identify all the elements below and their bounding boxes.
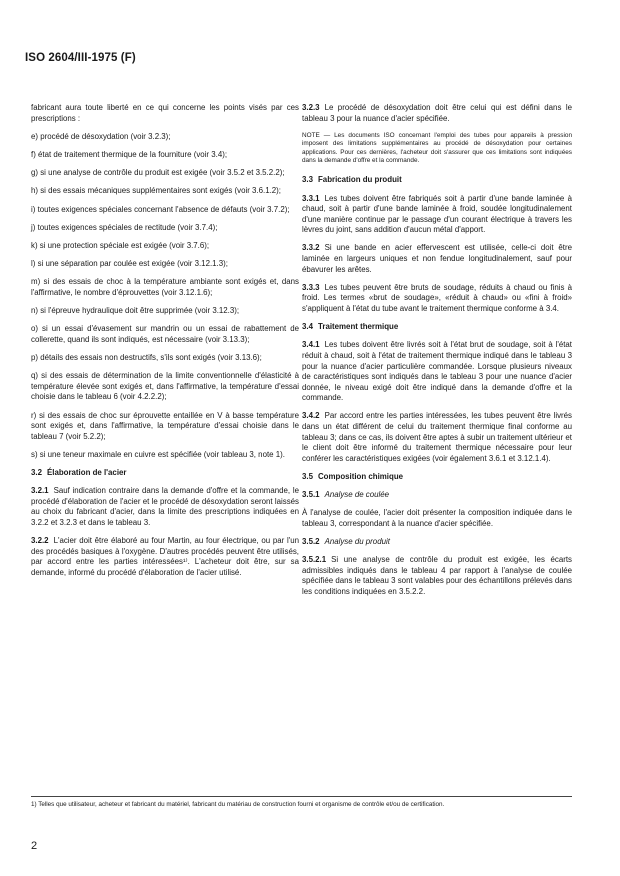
numbered-paragraph — [31, 536, 299, 578]
clause-number: 3.5.2.1 — [302, 555, 327, 565]
numbered-paragraph — [302, 340, 572, 404]
clause-number: 3.2.3 — [302, 103, 320, 112]
heading-text: Élaboration de l'acier — [46, 468, 127, 478]
clause-number: 3.4.1 — [302, 340, 320, 350]
numbered-paragraph — [302, 194, 572, 236]
clause-number: 3.2.1 — [31, 486, 49, 496]
paragraph-text: Si une analyse de contrôle du produit est exigée, les écarts admissibles indiqués dans le tableau 4 par rapport à l'analyse de coulée spécifiée dans le tableau 3 sont valables pour des échantillons prélevés dans les conditions indiquées en 3.5.2.2. — [302, 555, 572, 597]
paragraph-text: Le procédé de désoxydation doit être celui qui est défini dans le tableau 3 pour la nuance d'acier spécifiée. — [302, 103, 572, 123]
paragraph: À l'analyse de coulée, l'acier doit présenter la composition indiquée dans le tableau 3, correspondant à la nuance d'acier spécifiée. — [302, 508, 572, 528]
clause-number: 3.4 — [302, 322, 313, 332]
paragraph: f) état de traitement thermique de la fourniture (voir 3.4); — [31, 149, 228, 159]
clause-number: 3.3.2 — [302, 243, 320, 253]
paragraph-text: Les tubes peuvent être bruts de soudage, réduits à chaud ou finis à froid. Les termes «brut de soudage», «réduit à chaud» ou «fini à froid» s'appliquent à l'état du tube avant le traitement thermique conforme à 3.4. — [302, 282, 572, 314]
subsection-heading — [302, 537, 572, 548]
paragraph: k) si une protection spéciale est exigée (voir 3.7.6); — [31, 240, 210, 250]
paragraph: h) si des essais mécaniques supplémentaires sont exigés (voir 3.6.1.2); — [31, 186, 281, 196]
subsection-heading — [302, 490, 572, 501]
numbered-paragraph — [31, 486, 299, 528]
footnote: 1) Telles que utilisateur, acheteur et fabricant du matériel, fabricant du matériau de construction fourni et organisme de contrôle et/ou de certification. — [31, 801, 445, 808]
numbered-paragraph — [302, 243, 572, 275]
heading-text: Analyse du produit — [324, 537, 390, 547]
left-column — [31, 103, 299, 586]
clause-number: 3.3.3 — [302, 282, 320, 292]
numbered-paragraph — [302, 103, 572, 124]
clause-number: 3.3 — [302, 175, 313, 185]
paragraph-text: Par accord entre les parties intéressées, les tubes peuvent être livrés dans un état différent de celui du traitement thermique final conforme au tableau 3; dans ce cas, ils doivent être aptes à subir un traitement ultérieur et le client doit être informé du traitement thermique nécessaire pour leur conférer les caractéristiques exigées (voir également 3.6.1 et 3.12.1.4). — [302, 411, 572, 463]
note-paragraph: NOTE — Les documents ISO concernant l'emploi des tubes pour appareils à pression imposent des limitations supplémentaires au procédé de désoxydation pour certaines applications. Pour ces dernières, l'acheteur doit s'assurer que ces limitations sont indiquées dans la demande d'offre et la commande. — [302, 131, 572, 164]
paragraph: g) si une analyse de contrôle du produit est exigée (voir 3.5.2 et 3.5.2.2); — [31, 168, 285, 178]
heading-text: Composition chimique — [317, 472, 404, 482]
paragraph: e) procédé de désoxydation (voir 3.2.3); — [31, 131, 171, 141]
clause-number: 3.5.2 — [302, 537, 320, 547]
section-heading — [302, 175, 572, 186]
clause-number: 3.2 — [31, 468, 42, 478]
paragraph: p) détails des essais non destructifs, s'ils sont exigés (voir 3.13.6); — [31, 353, 262, 363]
document-header: ISO 2604/III-1975 (F) — [25, 52, 136, 64]
section-heading — [302, 322, 572, 333]
paragraph: r) si des essais de choc sur éprouvette entaillée en V à basse température sont exigés et, dans l'affirmative, la température d'essai choisie dans le tableau 7 (voir 5.2.2); — [31, 410, 299, 441]
clause-number: 3.4.2 — [302, 411, 320, 421]
paragraph-text: Si une bande en acier effervescent est utilisée, celle-ci doit être laminée en largeurs uniques et non fendue longitudinalement, sauf pour ébavurer les arêtes. — [302, 243, 572, 274]
paragraph: fabricant aura toute liberté en ce qui concerne les points visés par ces prescriptions : — [31, 103, 299, 123]
paragraph-text: Les tubes doivent être fabriqués soit à partir d'une bande laminée à chaud, soit à partir d'une bande laminée à froid, soudée longitudinalement d'une manière continue par le passage d'un courant électrique à travers les lèvres du joint, sans addition d'aucun métal d'apport. — [302, 193, 572, 235]
clause-number: 3.2.2 — [31, 536, 49, 546]
clause-number: 3.3.1 — [302, 193, 320, 203]
paragraph-text: Sauf indication contraire dans la demande d'offre et la commande, le procédé d'élaboration de l'acier et le procédé de désoxydation seront laissés au choix du fabricant d'acier, dans la limite des prescriptions indiquées en 3.2.2 et 3.2.3 et dans le tableau 3. — [31, 486, 299, 528]
footnote-divider — [31, 796, 572, 797]
heading-text: Traitement thermique — [317, 322, 399, 332]
numbered-paragraph — [302, 283, 572, 315]
clause-number: 3.5 — [302, 472, 313, 482]
numbered-paragraph — [302, 555, 572, 597]
section-heading — [31, 468, 299, 479]
right-column — [302, 103, 572, 605]
paragraph: j) toutes exigences spéciales de rectitude (voir 3.7.4); — [31, 222, 218, 232]
heading-text: Analyse de coulée — [324, 490, 390, 500]
section-heading — [302, 472, 572, 483]
paragraph: o) si un essai d'évasement sur mandrin ou un essai de rabattement de collerette, quand ils sont indiqués, est nécessaire (voir 3.13.3); — [31, 324, 299, 344]
paragraph: s) si une teneur maximale en cuivre est spécifiée (voir tableau 3, note 1). — [31, 449, 285, 459]
paragraph-text: L'acier doit être élaboré au four Martin, au four électrique, ou par l'un des procédés basiques à l'oxygène. D'autres procédés peuvent être utilisés, par accord entre les parties intéressées¹⁾. L'acheteur doit être, sur sa demande, informé du procédé d'élaboration de l'acier utilisé. — [31, 536, 299, 577]
paragraph: m) si des essais de choc à la température ambiante sont exigés et, dans l'affirmative, le nombre d'éprouvettes (voir 3.12.1.6); — [31, 277, 299, 297]
paragraph: i) toutes exigences spéciales concernant l'absence de défauts (voir 3.7.2); — [31, 204, 290, 214]
clause-number: 3.5.1 — [302, 490, 320, 500]
numbered-paragraph — [302, 411, 572, 464]
heading-text: Fabrication du produit — [317, 175, 402, 185]
paragraph: n) si l'épreuve hydraulique doit être supprimée (voir 3.12.3); — [31, 306, 240, 316]
page-number: 2 — [31, 840, 38, 852]
paragraph: q) si des essais de détermination de la limite conventionnelle d'élasticité à température élevée sont exigés et, dans l'affirmative, la température d'essai choisie dans le tableau 6 (voir 4.2.2.2); — [31, 371, 299, 402]
paragraph-text: Les tubes doivent être livrés soit à l'état brut de soudage, soit à l'état réduit à chaud, soit à l'état de traitement thermique indiqué dans le tableau 3 pour la nuance d'acier particulière commandée. Lorsque plusieurs niveaux de caractéristiques sont indiqués dans le tableau 3 pour une nuance d'acier donnée, le niveau exigé doit être indiqué dans la demande d'offre et la commande. — [302, 340, 572, 403]
paragraph: l) si une séparation par coulée est exigée (voir 3.12.1.3); — [31, 259, 228, 269]
